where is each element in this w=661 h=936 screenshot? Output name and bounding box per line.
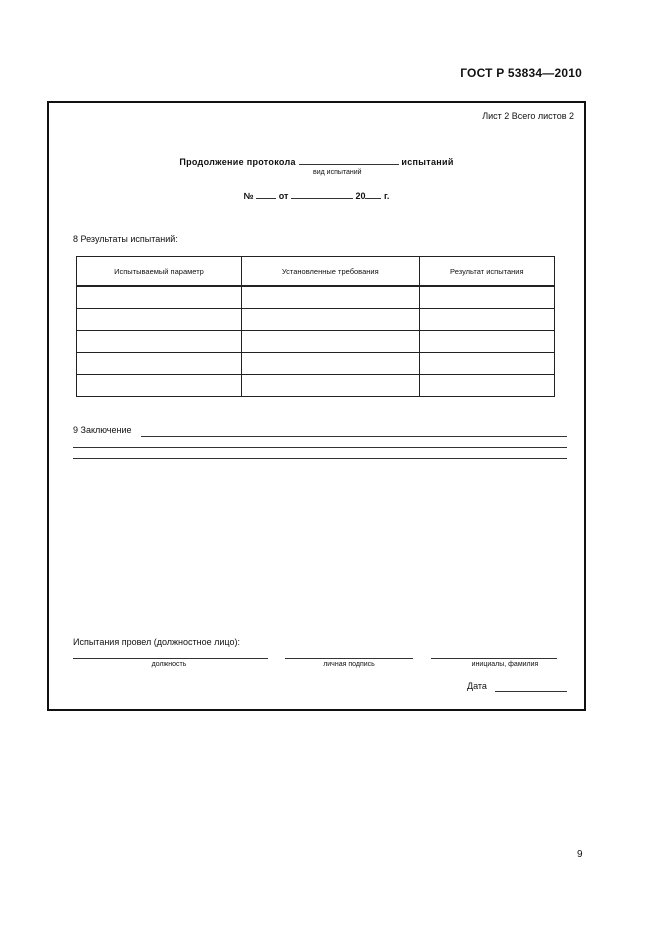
- number-suffix: г.: [383, 191, 390, 201]
- table-header-row: [77, 257, 555, 287]
- column-header: Испытываемый параметр: [77, 257, 242, 287]
- number-year: 20: [355, 191, 366, 201]
- table-cell: [419, 375, 554, 397]
- table-cell: [419, 331, 554, 353]
- column-header: Результат испытания: [419, 257, 554, 287]
- table-cell: [77, 375, 242, 397]
- table-cell: [419, 353, 554, 375]
- position-signature-line: [73, 658, 268, 659]
- year-blank: [365, 189, 381, 199]
- standard-header: ГОСТ Р 53834—2010: [460, 66, 582, 80]
- table-cell: [77, 331, 242, 353]
- table-cell: [77, 286, 242, 309]
- table-cell: [419, 286, 554, 309]
- number-blank: [256, 189, 276, 199]
- protocol-continuation-line: [49, 155, 584, 167]
- section-9-title: 9 Заключение: [73, 425, 132, 435]
- test-type-caption: вид испытаний: [313, 169, 362, 176]
- signature-caption: должность: [151, 661, 187, 668]
- section-8-title: 8 Результаты испытаний:: [73, 234, 178, 244]
- number-sign: №: [243, 191, 254, 201]
- conclusion-line: [73, 447, 567, 448]
- date-line: [495, 691, 567, 692]
- tested-by-label: Испытания провел (должностное лицо):: [73, 637, 240, 647]
- protocol-number-line: [49, 189, 584, 201]
- test-type-blank: [299, 155, 399, 165]
- table-cell: [241, 286, 419, 309]
- table-cell: [241, 353, 419, 375]
- page-number: 9: [577, 849, 583, 860]
- table-cell: [241, 375, 419, 397]
- table-row: [77, 353, 555, 375]
- number-from: от: [278, 191, 289, 201]
- conclusion-fill-line: [141, 436, 567, 437]
- table-cell: [77, 309, 242, 331]
- protocol-after-text: испытаний: [401, 157, 454, 167]
- table-cell: [241, 309, 419, 331]
- signature-caption: личная подпись: [323, 661, 375, 668]
- signature-caption: инициалы, фамилия: [471, 661, 539, 668]
- personal-signature-line: [285, 658, 413, 659]
- date-blank: [291, 189, 353, 199]
- sheet-info: Лист 2 Всего листов 2: [482, 111, 574, 121]
- table-cell: [419, 309, 554, 331]
- table-row: [77, 331, 555, 353]
- table-row: [77, 309, 555, 331]
- protocol-form-frame: [47, 101, 586, 711]
- conclusion-line: [73, 458, 567, 459]
- table-cell: [77, 353, 242, 375]
- results-table: [76, 256, 555, 397]
- name-signature-line: [431, 658, 557, 659]
- table-row: [77, 375, 555, 397]
- protocol-before-text: Продолжение протокола: [179, 157, 296, 167]
- table-cell: [241, 331, 419, 353]
- table-row: [77, 286, 555, 309]
- column-header: Установленные требования: [241, 257, 419, 287]
- date-label: Дата: [467, 681, 487, 691]
